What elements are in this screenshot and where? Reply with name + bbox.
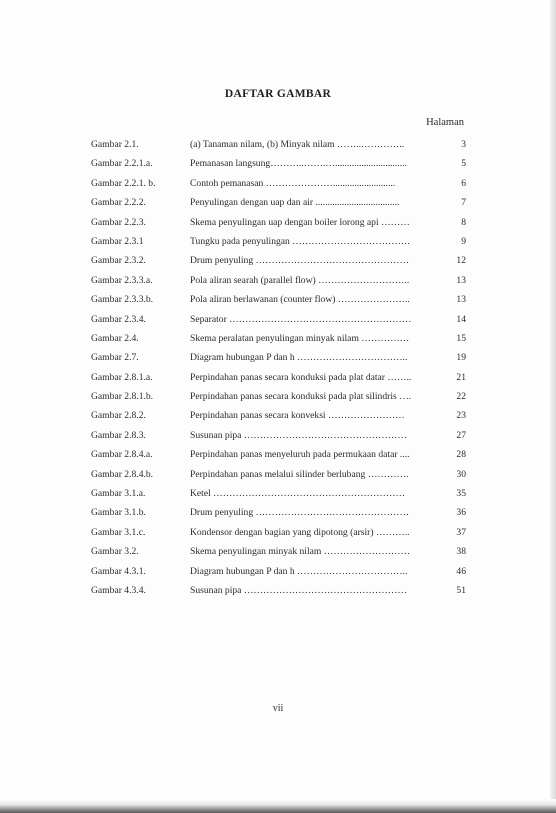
figure-description: Contoh pemanasan ………………….......................... — [190, 177, 396, 189]
figure-description: Drum penyuling ………………………………………… — [190, 507, 410, 519]
figure-label: Gambar 2.3.4. — [91, 313, 146, 325]
figure-label: Gambar 2.3.1 — [91, 235, 144, 247]
figure-description: Perpindahan panas secara konduksi pada plat silindris …. — [190, 391, 412, 403]
list-item — [91, 410, 466, 429]
figure-description: Ketel …………………………………………………… — [190, 488, 406, 500]
figure-description: Susunan pipa …………………………………………… — [190, 429, 407, 441]
figure-page-number: 21 — [456, 371, 466, 383]
list-item — [91, 178, 466, 197]
figure-description: (a) Tanaman nilam, (b) Minyak nilam ……..………….. — [190, 139, 405, 150]
list-item — [91, 275, 466, 294]
list-item — [91, 391, 466, 410]
figure-description: Skema penyulingan minyak nilam ……………………… — [190, 546, 411, 558]
figure-description: Perpindahan panas secara konveksi …………………… — [190, 410, 405, 422]
figure-description: Perpindahan panas melalui silinder berlubang …………. — [190, 468, 409, 480]
list-item — [91, 139, 466, 158]
list-item — [91, 507, 466, 526]
figure-page-number: 19 — [456, 352, 466, 364]
figure-page-number: 28 — [456, 449, 466, 461]
list-item — [91, 158, 466, 177]
figure-label: Gambar 4.3.1. — [91, 565, 146, 577]
list-item — [91, 197, 466, 216]
figure-label: Gambar 2.2.2. — [91, 197, 146, 209]
figure-description: Drum penyuling ………………………………………… — [190, 255, 410, 267]
figure-page-number: 13 — [456, 274, 466, 286]
list-item — [91, 217, 466, 236]
figure-label: Gambar 2.4. — [91, 332, 139, 344]
list-item — [91, 314, 466, 333]
figure-label: Gambar 2.8.2. — [91, 410, 146, 422]
list-item — [91, 469, 466, 488]
figure-description: Skema peralatan penyulingan minyak nilam …………… — [190, 332, 410, 344]
figure-page-number: 23 — [456, 410, 466, 422]
figure-page-number: 38 — [456, 546, 466, 558]
figure-label: Gambar 2.1. — [91, 139, 139, 150]
figure-label: Gambar 2.2.1. b. — [91, 177, 156, 189]
list-item — [91, 449, 466, 468]
list-item — [91, 585, 466, 604]
figure-label: Gambar 3.2. — [91, 546, 139, 558]
figure-page-number: 51 — [456, 584, 466, 596]
figure-page-number: 46 — [456, 565, 466, 577]
figure-description: Perpindahan panas secara konduksi pada plat datar …….. — [190, 371, 412, 383]
list-item — [91, 546, 466, 565]
figure-page-number: 7 — [461, 197, 466, 209]
list-item — [91, 566, 466, 585]
figure-description: Diagram hubungan P dan h …………………………….. — [190, 565, 408, 577]
list-item — [91, 372, 466, 391]
list-item — [91, 294, 466, 313]
figure-description: Pola aliran berlawanan (counter flow) ………………….. — [190, 294, 410, 306]
figure-label: Gambar 2.8.4.b. — [91, 468, 154, 480]
figure-description: Separator ………………………………………………… — [190, 313, 412, 325]
figure-label: Gambar 2.2.3. — [91, 216, 146, 228]
figure-label: Gambar 2.3.3.a. — [91, 274, 153, 286]
scan-edge-bottom — [0, 799, 556, 813]
figure-page-number: 13 — [456, 294, 466, 306]
figure-description: Diagram hubungan P dan h …………………………….. — [190, 352, 408, 364]
figure-label: Gambar 2.8.1.a. — [91, 371, 153, 383]
figure-description: Tungku pada penyulingan ………………………………. — [190, 235, 410, 247]
figure-label: Gambar 2.8.3. — [91, 429, 146, 441]
figure-page-number: 30 — [456, 468, 466, 480]
scan-edge-right — [550, 0, 556, 813]
figure-page-number: 3 — [461, 139, 466, 150]
list-item — [91, 488, 466, 507]
figure-description: Pemanasan langsung………..…….….............................. — [190, 158, 407, 170]
figure-description: Pola aliran searah (parallel flow) ……………………….. — [190, 274, 410, 286]
figure-label: Gambar 2.8.4.a. — [91, 449, 153, 461]
figure-page-number: 35 — [456, 488, 466, 500]
figure-page-number: 14 — [456, 313, 466, 325]
list-item — [91, 333, 466, 352]
list-item — [91, 352, 466, 371]
list-item — [91, 255, 466, 274]
figure-page-number: 6 — [461, 177, 466, 189]
figure-page-number: 36 — [456, 507, 466, 519]
figure-page-number: 8 — [461, 216, 466, 228]
figure-label: Gambar 4.3.4. — [91, 584, 146, 596]
figure-description: Perpindahan panas menyeluruh pada permukaan datar .... — [190, 449, 410, 461]
figure-label: Gambar 3.1.b. — [91, 507, 146, 519]
figure-label: Gambar 2.2.1.a. — [91, 158, 153, 170]
figure-description: Kondensor dengan bagian yang dipotong (arsir) ……….. — [190, 526, 410, 538]
page-number-footer: vii — [272, 703, 284, 714]
figure-description: Penyulingan dengan uap dan air ................................... — [190, 197, 400, 209]
list-item — [91, 236, 466, 255]
list-item — [91, 527, 466, 546]
figure-page-number: 9 — [461, 235, 466, 247]
page-column-header: Halaman — [426, 117, 464, 128]
figure-label: Gambar 2.3.3.b. — [91, 294, 154, 306]
figure-page-number: 22 — [456, 391, 466, 403]
figure-page-number: 15 — [456, 332, 466, 344]
figure-page-number: 37 — [456, 526, 466, 538]
figure-page-number: 12 — [456, 255, 466, 267]
figure-page-number: 27 — [456, 429, 466, 441]
figure-label: Gambar 2.3.2. — [91, 255, 146, 267]
figure-description: Susunan pipa …………………………………………… — [190, 584, 407, 596]
figure-list — [91, 139, 466, 604]
list-item — [91, 430, 466, 449]
figure-page-number: 5 — [461, 158, 466, 170]
figure-label: Gambar 2.8.1.b. — [91, 391, 154, 403]
figure-label: Gambar 3.1.a. — [91, 488, 146, 500]
figure-label: Gambar 3.1.c. — [91, 526, 146, 538]
figure-label: Gambar 2.7. — [91, 352, 139, 364]
figure-description: Skema penyulingan uap dengan boiler lorong api ……… — [190, 216, 410, 228]
page-title: DAFTAR GAMBAR — [224, 88, 332, 100]
